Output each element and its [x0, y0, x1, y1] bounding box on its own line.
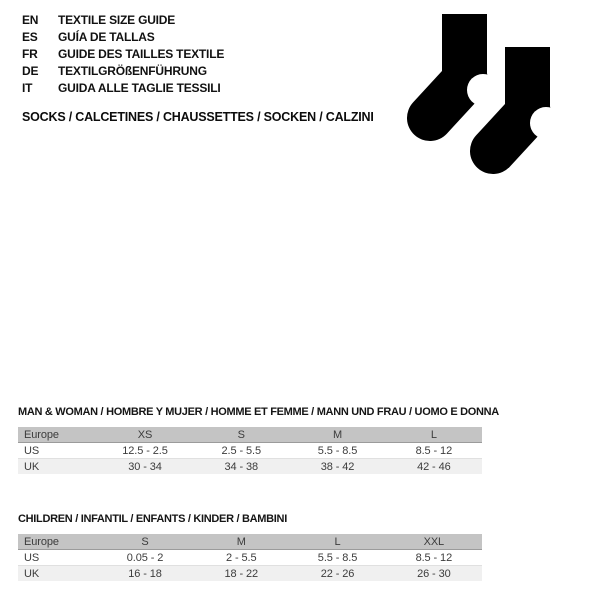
size-cell: 0.05 - 2 — [97, 550, 193, 566]
language-code: ES — [22, 29, 38, 44]
size-cell: 5.5 - 8.5 — [289, 443, 385, 459]
row-label: UK — [18, 566, 97, 582]
column-header-region: Europe — [18, 427, 97, 443]
language-item-en — [22, 11, 224, 28]
table-row-uk — [18, 459, 482, 475]
size-cell: 12.5 - 2.5 — [97, 443, 193, 459]
man-woman-size-section — [18, 406, 499, 474]
language-item-de — [22, 62, 224, 79]
column-header-size: L — [386, 427, 482, 443]
language-list — [22, 11, 224, 96]
row-label: US — [18, 443, 97, 459]
man-woman-size-table — [18, 427, 482, 474]
table-header-row — [18, 427, 482, 443]
size-cell: 2 - 5.5 — [193, 550, 289, 566]
table-row-uk — [18, 566, 482, 582]
language-item-es — [22, 28, 224, 45]
language-label: TEXTILGRÖßENFÜHRUNG — [58, 63, 207, 78]
language-item-fr — [22, 45, 224, 62]
language-code: DE — [22, 63, 39, 78]
language-code: EN — [22, 12, 39, 27]
column-header-size: XXL — [386, 534, 482, 550]
socks-icon — [407, 14, 557, 182]
size-cell: 34 - 38 — [193, 459, 289, 475]
language-code: FR — [22, 46, 38, 61]
table-row-us — [18, 550, 482, 566]
column-header-size: XS — [97, 427, 193, 443]
row-label: US — [18, 550, 97, 566]
man-woman-table-title: MAN & WOMAN / HOMBRE Y MUJER / HOMME ET FEMME / MANN UND FRAU / UOMO E DONNA — [18, 406, 499, 418]
size-cell: 22 - 26 — [289, 566, 385, 582]
language-label: TEXTILE SIZE GUIDE — [58, 12, 176, 27]
size-cell: 2.5 - 5.5 — [193, 443, 289, 459]
size-cell: 26 - 30 — [386, 566, 482, 582]
column-header-size: S — [193, 427, 289, 443]
size-cell: 42 - 46 — [386, 459, 482, 475]
row-label: UK — [18, 459, 97, 475]
language-label: GUIDA ALLE TAGLIE TESSILI — [58, 80, 221, 95]
product-heading: SOCKS / CALCETINES / CHAUSSETTES / SOCKEN / CALZINI — [22, 110, 374, 124]
column-header-size: S — [97, 534, 193, 550]
size-cell: 18 - 22 — [193, 566, 289, 582]
column-header-size: M — [193, 534, 289, 550]
sock-1 — [430, 14, 499, 118]
language-item-it — [22, 79, 224, 96]
children-size-table — [18, 534, 482, 581]
language-code: IT — [22, 80, 33, 95]
language-label: GUÍA DE TALLAS — [58, 29, 155, 44]
column-header-size: M — [289, 427, 385, 443]
table-row-us — [18, 443, 482, 459]
size-cell: 8.5 - 12 — [386, 550, 482, 566]
language-label: GUIDE DES TAILLES TEXTILE — [58, 46, 225, 61]
size-cell: 8.5 - 12 — [386, 443, 482, 459]
column-header-region: Europe — [18, 534, 97, 550]
children-table-title: CHILDREN / INFANTIL / ENFANTS / KINDER / BAMBINI — [18, 513, 287, 525]
size-cell: 16 - 18 — [97, 566, 193, 582]
table-header-row — [18, 534, 482, 550]
size-cell: 38 - 42 — [289, 459, 385, 475]
column-header-size: L — [289, 534, 385, 550]
size-cell: 5.5 - 8.5 — [289, 550, 385, 566]
size-cell: 30 - 34 — [97, 459, 193, 475]
children-size-section — [18, 513, 482, 581]
